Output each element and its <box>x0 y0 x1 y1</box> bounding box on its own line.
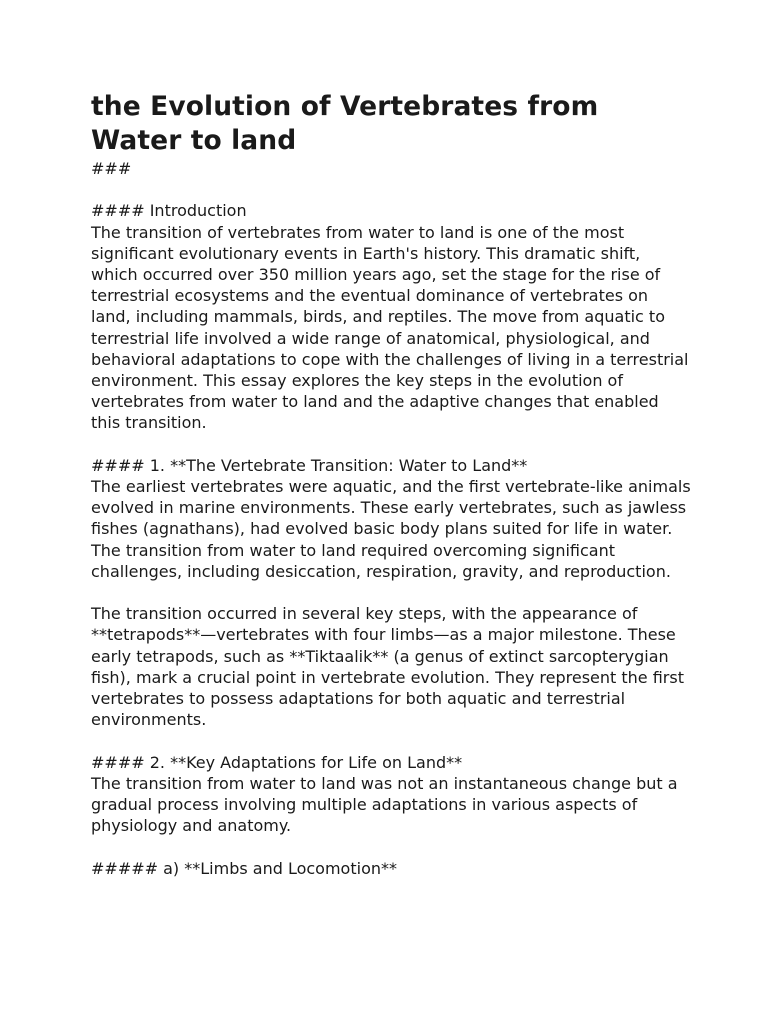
intro-heading: #### Introduction <box>91 201 247 221</box>
title-marker: ### <box>91 159 132 178</box>
section1-heading: #### 1. **The Vertebrate Transition: Water to Land** <box>91 455 528 475</box>
section2-paragraph-1: The transition from water to land was not an instantaneous change but a gradual process involving multiple adaptations in various aspects of physiology and anatomy. <box>91 773 678 836</box>
intro-paragraph: The transition of vertebrates from water to land is one of the most significant evolutionary events in Earth's history. This dramatic shift, which occurred over 350 million years ago, set the stage for the rise of terrestrial ecosystems and the eventual dominance of vertebrates on land, including mammals, birds, and reptiles. The move from aquatic to terrestrial life involved a wide range of anatomical, physiological, and behavioral adaptations to cope with the challenges of living in a terrestrial environment. This essay explores the key steps in the evolution of vertebrates from water to land and the adaptive changes that enabled this transition. <box>91 222 689 433</box>
section1-paragraph-1: The earliest vertebrates were aquatic, and the first vertebrate-like animals evolved in marine environments. These early vertebrates, such as jawless fishes (agnathans), had evolved basic body plans suited for life in water. The transition from water to land required overcoming significant challenges, including desiccation, respiration, gravity, and reproduction. <box>91 477 691 581</box>
document-page <box>91 90 691 879</box>
document-title: the Evolution of Vertebrates from Water to land <box>91 91 599 156</box>
spacer <box>91 179 691 200</box>
spacer <box>91 582 691 603</box>
spacer <box>91 434 691 455</box>
subsection-a-heading: ##### a) **Limbs and Locomotion** <box>91 858 397 878</box>
spacer <box>91 836 691 857</box>
section2-heading: #### 2. **Key Adaptations for Life on Land** <box>91 752 463 772</box>
section1-paragraph-2: The transition occurred in several key steps, with the appearance of **tetrapods**—vertebrates with four limbs—as a major milestone. These early tetrapods, such as **Tiktaalik** (a genus of extinct sarcopterygian fish), mark a crucial point in vertebrate evolution. They represent the first vertebrates to possess adaptations for both aquatic and terrestrial environments. <box>91 604 684 730</box>
spacer <box>91 730 691 751</box>
